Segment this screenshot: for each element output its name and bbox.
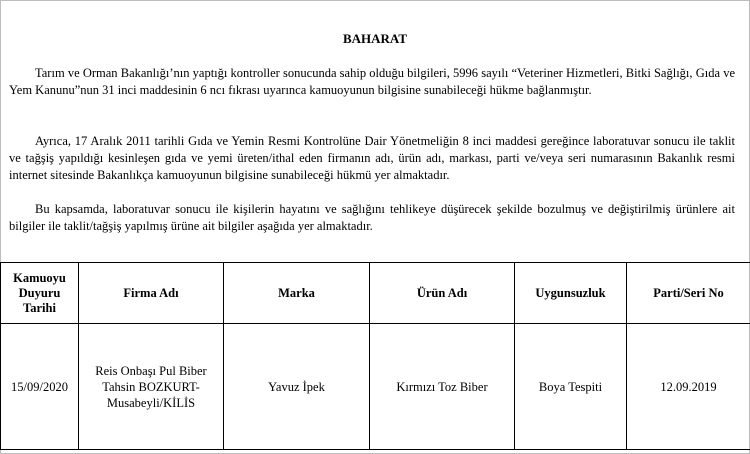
header-product-name: Ürün Adı [370, 263, 515, 324]
cell-brand: Yavuz İpek [224, 324, 370, 450]
cell-announcement-date: 15/09/2020 [1, 324, 79, 450]
intro-paragraph: Tarım ve Orman Bakanlığı’nın yaptığı kontroller sonucunda sahip olduğu bilgileri, 5996 sayılı “Veteriner Hizmetleri, Bitki Sağlığı, Gıda ve Yem Kanunu”nun 31 inci maddesinin 6 ncı fıkrası uyarınca kamuoyunun bilgisine sunabileceği hükme bağlanmıştır. [9, 66, 735, 97]
header-brand: Marka [224, 263, 370, 324]
header-announcement-date: Kamuoyu Duyuru Tarihi [1, 263, 79, 324]
cell-product-name: Kırmızı Toz Biber [370, 324, 515, 450]
cell-batch-no: 12.09.2019 [627, 324, 750, 450]
table-header-row [1, 263, 750, 324]
table-row [1, 324, 750, 450]
scope-paragraph: Bu kapsamda, laboratuvar sonucu ile kişilerin hayatını ve sağlığını tehlikeye düşürecek şekilde bozulmuş ve değiştirilmiş ürünlere ait bilgiler ile taklit/tağşiş yapılmış ürüne ait bilgiler aşağıda yer almaktadır. [9, 202, 735, 233]
regulation-paragraph: Ayrıca, 17 Aralık 2011 tarihli Gıda ve Yemin Resmi Kontrolüne Dair Yönetmeliğin 8 inci maddesi gereğince laboratuvar sonucu ile taklit ve tağşiş yapıldığı kesinleşen gıda ve yemi üreten/ithal eden firmanın adı, ürün adı, markası, parti ve/veya seri numarasının Bakanlık resmi internet sitesinde Bakanlıkça kamuoyunun bilgisine sunabileceği hükmü yer almaktadır. [9, 134, 735, 182]
products-table [0, 262, 750, 450]
cell-company-name: Reis Onbaşı Pul Biber Tahsin BOZKURT-Musabeyli/KİLİS [79, 324, 224, 450]
header-nonconformity: Uygunsuzluk [515, 263, 627, 324]
document-title: BAHARAT [342, 31, 408, 46]
cell-nonconformity: Boya Tespiti [515, 324, 627, 450]
header-batch-no: Parti/Seri No [627, 263, 750, 324]
header-company-name: Firma Adı [79, 263, 224, 324]
